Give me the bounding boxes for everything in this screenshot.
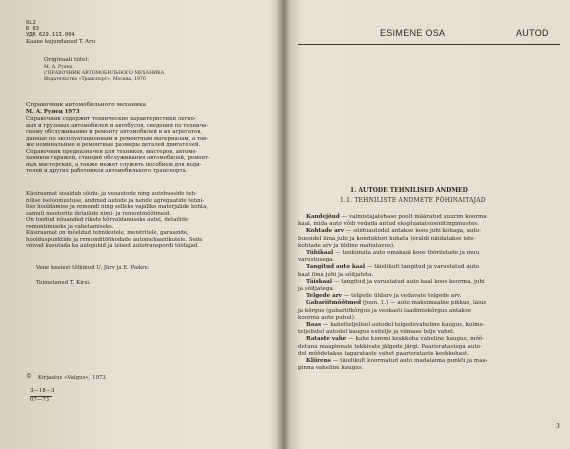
- text-line: хаников гаражей, станций обслуживания автомобилей, ремонт-: [26, 155, 210, 161]
- definition-text: pinna vaheline kaugus.: [298, 365, 364, 372]
- definition-term: Kandejõud: [306, 214, 340, 220]
- definition-line: [298, 344, 482, 351]
- definition-text: teljelistel autodel kaugus esitelje ja viimase telje vahel.: [298, 329, 455, 336]
- left-page: [0, 0, 282, 449]
- right-page: [288, 0, 570, 449]
- definition-text: — telgede üldarv ja vedavate telgede arv.: [341, 293, 462, 300]
- definition-text: — täielikult tangitud ja varustatud auto: [365, 264, 479, 271]
- text-line: данные по эксплуатационным и ремонтным материалам, а так-: [26, 135, 209, 142]
- definition-line: [306, 358, 488, 365]
- text-line: вых и грузовых автомобилей и автобусов, сведения по техниче-: [26, 122, 209, 129]
- definition-line: [298, 286, 334, 293]
- original-title-line: Издательство «Транспорт», Москва, 1976: [44, 77, 146, 82]
- definition-line: [298, 315, 356, 322]
- copyright-text: Kirjastus «Valgus», 1973: [38, 375, 106, 381]
- definition-text: kaal, mida auto võib vedada antud ekspluatatsioonitingimustes.: [298, 221, 479, 228]
- header-rule: [298, 44, 560, 45]
- definition-line: [298, 351, 469, 358]
- definition-text: koorma auto puhul).: [298, 314, 356, 321]
- definition-line: [298, 243, 395, 250]
- text-line: On toodud nõuanded rikete kõrvaldamiseks autel, detailide: [26, 217, 189, 223]
- catalog-number-top: 3—18—3: [30, 388, 55, 394]
- definition-term: Telgede arv: [306, 293, 342, 300]
- text-line: nilise iseloomustuse, andmed autode ja nende agregaatide tehni-: [26, 197, 205, 204]
- original-title-line: М. А. Руяец: [44, 65, 73, 70]
- definition-line: [306, 279, 485, 286]
- definition-text: (joon. 1.) — auto maksimaalne pikkus, laius: [361, 300, 487, 307]
- running-title: AUTOD: [516, 28, 549, 38]
- definition-text: — kahetteljelisel autodel telgedevaheline kaugus, kolme-: [321, 322, 485, 328]
- definition-text: detuna maapinnale tekkivate jälgede järgi. Paarisratastega auto-: [298, 343, 482, 350]
- text-line: скому обслуживанию и ремонту автомобилей и их агрегатов,: [26, 129, 203, 135]
- text-line: Käsiraamat on mõeldud tehnikutele, meistritele, garaazide,: [26, 230, 189, 236]
- definition-term: Gabariitmõõtmed: [306, 300, 362, 307]
- catalog-number-bottom: 07—73: [30, 397, 50, 403]
- definition-term: Rataste vahe: [306, 336, 347, 343]
- copyright-symbol: ©: [26, 373, 32, 380]
- definition-line: [298, 236, 476, 243]
- definition-text: kohtade arv ja üldine mahutavus).: [298, 242, 395, 249]
- text-line: Справочник содержит технические характеристики легко-: [26, 116, 196, 122]
- text-line: lise hooldamise ja remondi ning selleks vajalike materjalide kohta,: [26, 204, 209, 210]
- definition-term: Kliirens: [306, 358, 331, 364]
- definition-text: kaal ilma juhi ja sõitjateta.: [298, 271, 374, 278]
- translators-credit: Vene keelest tõlkinud U. Järv ja E. Paikre.: [36, 265, 150, 271]
- text-line: же номинальные и ремонтные размеры деталей двигателей.: [26, 142, 201, 148]
- definition-term: Täiskaal: [306, 278, 333, 285]
- definition-line: [306, 336, 484, 343]
- definition-term: Kohtade arv: [306, 228, 344, 235]
- definition-line: [298, 365, 364, 372]
- text-line: samuti mootorite detailide nimi- ja remontmõõtmeid.: [26, 210, 171, 217]
- definition-text: — kahe kummi keskkoha vaheline kaugus, mõõ-: [346, 336, 485, 343]
- definition-line: [306, 228, 481, 235]
- definition-line: [306, 322, 485, 329]
- original-title-line: СПРАВОЧНИК АВТОМОБИЛЬНОГО МЕХАНИКА: [44, 71, 165, 76]
- subheading: 1.1. TEHNILISTE ANDMETE PÕHINAITAJAD: [340, 197, 486, 204]
- definition-text: bussidel ilma juhi ja konduktori kohata (eraldi näidatakse iste-: [298, 235, 476, 242]
- definition-line: [306, 250, 479, 257]
- chapter-heading: 1. AUTODE TEHNILISED ANDMED: [350, 187, 468, 194]
- definition-text: — valmistajatehase poolt määratud suurim koorma: [339, 214, 487, 220]
- ru-book-title: Справочник автомобильного механика: [26, 102, 147, 108]
- definition-line: [298, 272, 373, 279]
- text-line: ных мастерских, а также может служить пособием для води-: [26, 161, 202, 168]
- definition-text: — tankimata auto omakaal koos tööriistade ja muu: [333, 250, 480, 256]
- udk-code: 6L2: [26, 20, 36, 26]
- text-line: телей и других работников автомобильного транспорта.: [26, 168, 188, 174]
- definition-term: Baas: [306, 322, 322, 328]
- definition-term: Tangitud auto kaal: [306, 264, 366, 271]
- page-number: 3: [556, 423, 560, 430]
- section-header: ESIMENE OSA: [380, 28, 446, 38]
- definition-text: — tangitud ja varustatud auto kaal koos koorma, juhi: [332, 278, 485, 285]
- udk-code: УДК 629.113.004: [26, 32, 75, 38]
- editor-credit: Toimetanud T. Kirsi.: [36, 280, 91, 286]
- definition-text: — täielikult koormatud auto madalaima punkti ja maa-: [330, 358, 488, 364]
- text-line: Käsiraamat sisaldab sõidu- ja veoautode ning autobusside teh-: [26, 191, 197, 197]
- udk-code: R 83: [26, 26, 39, 32]
- definition-text: ja sõitjatega.: [298, 286, 335, 292]
- definition-line: [298, 257, 334, 264]
- definition-line: [298, 308, 471, 315]
- text-line: hoolduspunktide ja remonditöökodade automehaanikutele. Seda: [26, 236, 203, 243]
- ru-copyright: М. А. Руяец 1973: [26, 109, 80, 115]
- definition-line: [306, 264, 479, 271]
- definition-text: — sõiduautodel antakse koos juhi kohaga, auto-: [343, 228, 482, 235]
- compiler-credit: Kaane kujundanud T. Aru: [26, 39, 96, 45]
- definition-text: varustusega.: [298, 257, 335, 264]
- text-line: võivad kasutada ka autojuhid ja teised autotranspordi töötajad.: [26, 243, 200, 249]
- text-line: Справочник предназначен для техников, мастеров, автоме-: [26, 148, 198, 155]
- original-title-label: Originaali tiitel:: [44, 57, 90, 63]
- text-line: remontimiseks ja vahetamiseks.: [26, 223, 114, 230]
- definition-text: del mõõdetakse tagarataste vahet paarisrataste keskkohast.: [298, 350, 469, 357]
- definition-term: Tühikaal: [306, 250, 334, 256]
- definition-line: [306, 300, 486, 307]
- definition-text: ja kõrgus (gabariitkõrgus ja veokasti laadimiskõrgus antakse: [298, 307, 472, 314]
